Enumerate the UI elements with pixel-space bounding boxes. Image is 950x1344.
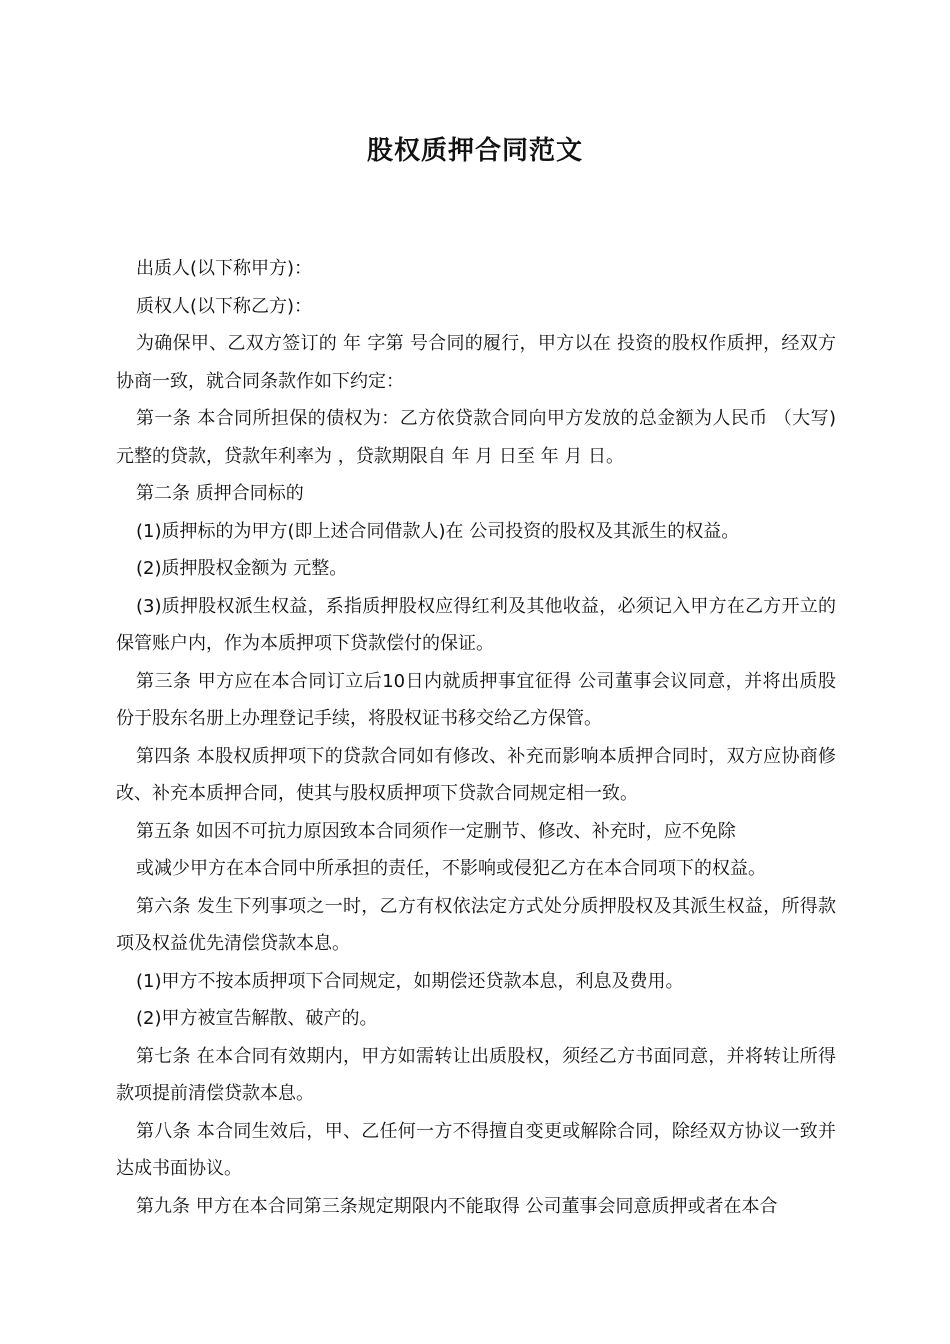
document-body <box>116 250 836 1225</box>
paragraph-article-5: 第五条 如因不可抗力原因致本合同须作一定删节、修改、补充时，应不免除 <box>136 820 736 842</box>
paragraph-article-1: 第一条 本合同所担保的债权为：乙方依贷款合同向甲方发放的总金额为人民币 （大写)元整的贷款，贷款年利率为 ，贷款期限自 年 月 日至 年 月 日。 <box>116 408 836 467</box>
paragraph-article-6-item-2: (2)甲方被宣告解散、破产的。 <box>136 1008 378 1029</box>
paragraph-article-6: 第六条 发生下列事项之一时，乙方有权依法定方式处分质押股权及其派生权益，所得款项及权益优先清偿贷款本息。 <box>116 895 836 954</box>
paragraph-article-8: 第八条 本合同生效后，甲、乙任何一方不得擅自变更或解除合同，除经双方协议一致并达成书面协议。 <box>116 1120 836 1179</box>
paragraph-article-2-item-3: (3)质押股权派生权益，系指质押股权应得红利及其他收益，必须记入甲方在乙方开立的保管账户内，作为本质押项下贷款偿付的保证。 <box>116 595 836 654</box>
paragraph-article-4: 第四条 本股权质押项下的贷款合同如有修改、补充而影响本质押合同时，双方应协商修改、补充本质押合同，使其与股权质押项下贷款合同规定相一致。 <box>116 745 836 804</box>
paragraph-pledgor: 出质人(以下称甲方)： <box>136 258 313 279</box>
paragraph-pledgee: 质权人(以下称乙方)： <box>136 295 313 317</box>
paragraph-article-6-item-1: (1)甲方不按本质押项下合同规定，如期偿还贷款本息，利息及费用。 <box>136 970 684 992</box>
paragraph-article-5-cont: 或减少甲方在本合同中所承担的责任，不影响或侵犯乙方在本合同项下的权益。 <box>136 858 766 879</box>
paragraph-preamble: 为确保甲、乙双方签订的 年 字第 号合同的履行，甲方以在 投资的股权作质押，经双方协商一致，就合同条款作如下约定： <box>116 333 836 392</box>
paragraph-article-2-item-2: (2)质押股权金额为 元整。 <box>136 558 348 579</box>
paragraph-article-2-item-1: (1)质押标的为甲方(即上述合同借款人)在 公司投资的股权及其派生的权益。 <box>136 520 740 542</box>
paragraph-article-9: 第九条 甲方在本合同第三条规定期限内不能取得 公司董事会同意质押或者在本合 <box>136 1195 778 1217</box>
paragraph-article-7: 第七条 在本合同有效期内，甲方如需转让出质股权，须经乙方书面同意，并将转让所得款项提前清偿贷款本息。 <box>116 1045 836 1104</box>
paragraph-article-2: 第二条 质押合同标的 <box>136 483 304 504</box>
paragraph-article-3: 第三条 甲方应在本合同订立后10日内就质押事宜征得 公司董事会议同意，并将出质股份于股东名册上办理登记手续，将股权证书移交给乙方保管。 <box>116 670 836 729</box>
document-title: 股权质押合同范文 <box>366 136 583 166</box>
